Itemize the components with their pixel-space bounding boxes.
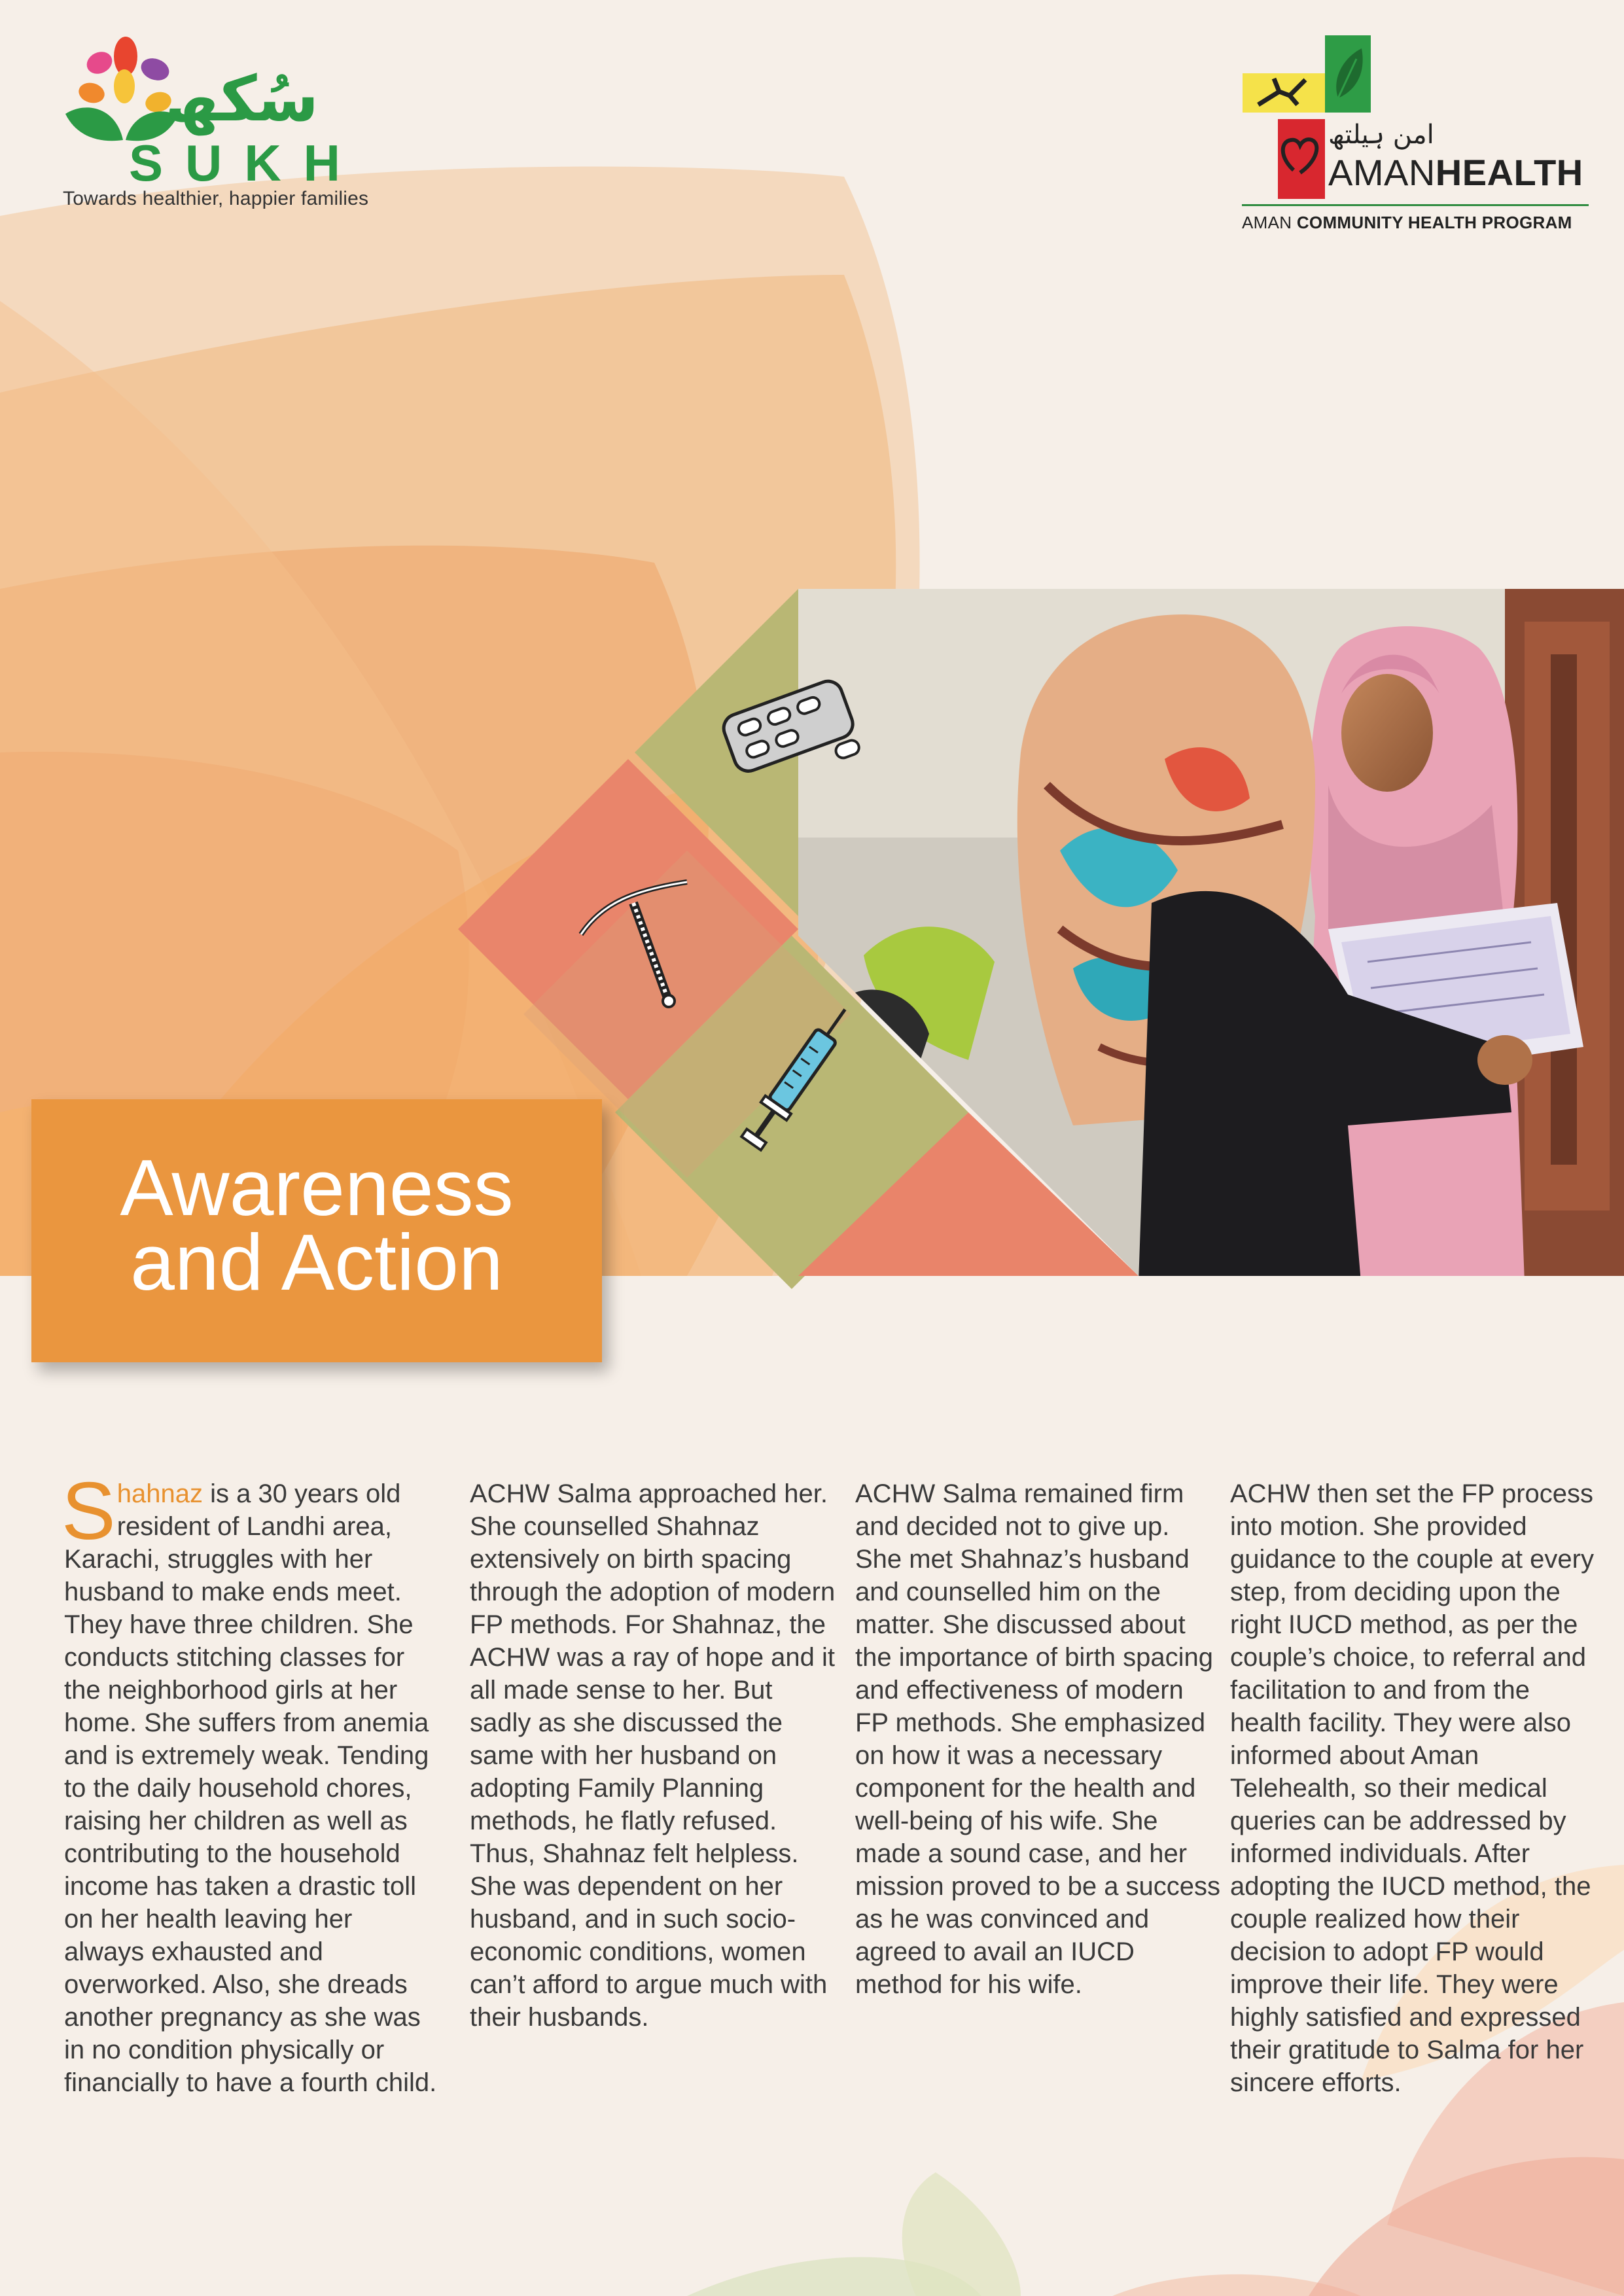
aman-wordmark (1328, 154, 1583, 191)
aman-word: AMAN (1328, 152, 1436, 193)
health-word: HEALTH (1435, 152, 1583, 193)
story-lead-word: hahnaz (116, 1479, 203, 1508)
page-title (31, 1143, 602, 1307)
story-column-1 (62, 1466, 437, 2099)
title-banner (31, 1099, 602, 1362)
story-column-3 (855, 1477, 1222, 2001)
aman-program-prefix: AMAN (1242, 213, 1292, 232)
story-text-2: ACHW Salma approached her. She counselled Shahnaz extensively on birth spacing through the adoption of modern FP methods. For Shahnaz, the ACHW was a ray of hope and it all made sense to her. But sadly as she discussed the same with her husband on adopting Family Planning methods, he flatly refused. Thus, Shahnaz felt helpless. She was dependent on her husband, and in such socio-economic conditions, women can’t afford to argue much with their husbands. (470, 1479, 836, 2032)
story-column-2 (470, 1477, 836, 2034)
story-column-4 (1230, 1477, 1597, 2099)
sukh-tagline: Towards healthier, happier families (63, 188, 369, 209)
drop-cap: S (62, 1466, 116, 1557)
aman-urdu-wordmark: امن ہیلتھ (1328, 120, 1434, 150)
story-text-1: is a 30 years old resident of Landhi area, Karachi, struggles with her husband to make ends meet. They have three children. She conducts stitching classes for the neighborhood girls at her home. She suffers from anemia and is extremely weak. Tending to the daily household chores, raising her children as well as contributing to the household income has taken a drastic toll on her health leaving her always exhausted and overworked. Also, she dreads another pregnancy as she was in no condition physically or financially to have a fourth child. (64, 1479, 437, 2097)
flower-petals-icon (65, 37, 178, 141)
aman-divider (1242, 204, 1589, 206)
sukh-latin-wordmark: SUKH (129, 134, 363, 192)
title-line-2: and Action (130, 1218, 503, 1307)
title-line-1: Awareness (120, 1143, 514, 1232)
aman-program-title: COMMUNITY HEALTH PROGRAM (1296, 213, 1572, 232)
story-text-3: ACHW Salma remained firm and decided not to give up. She met Shahnaz’s husband and counselled him on the matter. She discussed about the importance of birth spacing and effectiveness of modern FP methods. She emphasized on how it was a necessary component for the health and well-being of his wife. She made a sound case, and her mission proved to be a success as he was convinced and agreed to avail an IUCD method for his wife. (855, 1479, 1221, 1999)
sukh-urdu-wordmark: سُکھ (165, 62, 319, 135)
story-text-4: ACHW then set the FP process into motion. She provided guidance to the couple at every step, from deciding upon the right IUCD method, as per the couple’s choice, to referral and facilitation to and from the health facility. They were also informed about Aman Telehealth, so their medical queries can be addressed by informed individuals. After adopting the IUCD method, the couple realized how their decision to adopt FP would improve their life. They were highly satisfied and expressed their gratitude to Salma for her sincere efforts. (1230, 1479, 1594, 2097)
aman-program-name (1242, 213, 1572, 233)
